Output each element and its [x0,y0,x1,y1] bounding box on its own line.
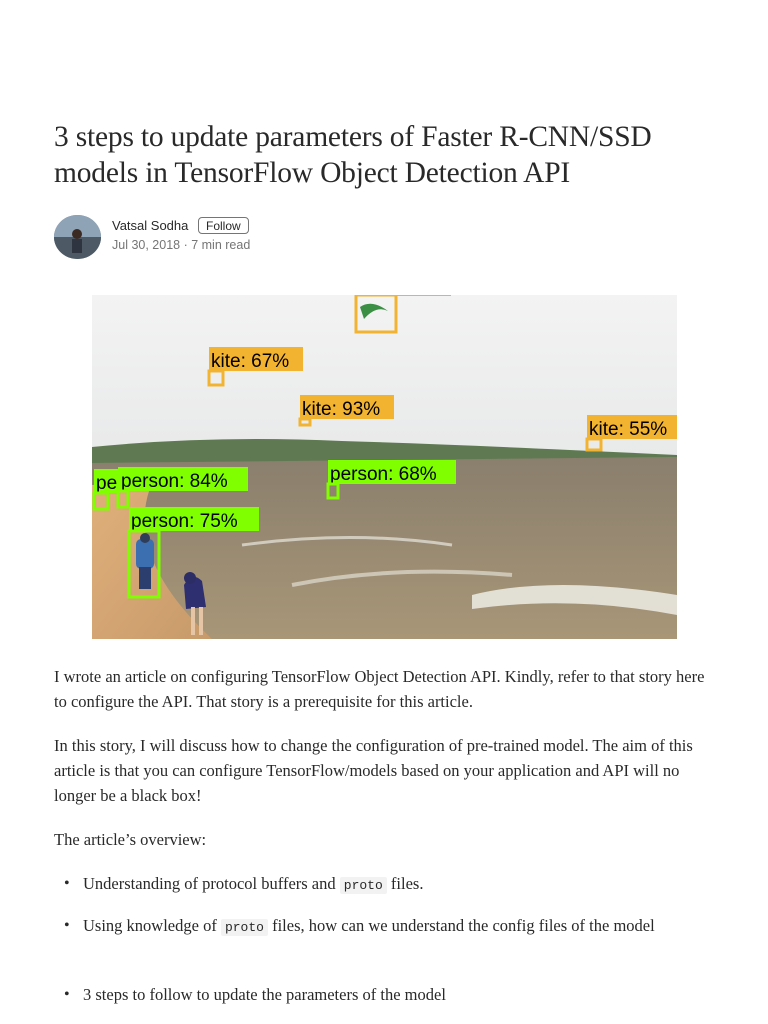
inline-code: proto [340,877,387,894]
article-meta: Jul 30, 2018 · 7 min read [112,238,251,252]
author-row [54,215,454,259]
hero-image [92,295,677,639]
detection-label: pe [96,473,118,494]
detection-label: person: 75% [131,511,238,532]
list-item-text: 3 steps to follow to update the parameters of the model [83,985,446,1004]
article-title: 3 steps to update parameters of Faster R-CNN/SSD models in TensorFlow Object Detection API [54,121,652,189]
author-name[interactable]: Vatsal Sodha [112,218,189,233]
inline-code: proto [221,919,268,936]
detection-label: person: 84% [121,471,228,492]
list-item [54,870,714,900]
follow-button[interactable]: Follow [198,217,249,234]
article-paragraph: The article’s overview: [54,830,207,849]
detection-label: person: 68% [330,464,437,485]
list-item-text: files, how can we understand the config files of the model [267,916,655,935]
list-item-text: Understanding of protocol buffers and [83,874,340,893]
author-avatar[interactable] [54,215,101,259]
list-item [54,981,714,1009]
list-item [54,912,714,942]
detection-label: kite: 55% [589,419,668,440]
detection-label: kite: 67% [211,351,290,372]
article-paragraph: In this story, I will discuss how to change the configuration of pre-trained model. The aim of this article is that you can configure TensorFlow/models based on your application and API will no longer be a black box! [54,736,693,805]
detection-label: kite: 93% [302,399,381,420]
list-item-text: Using knowledge of [83,916,221,935]
list-item-text: files. [386,874,424,893]
article-paragraph: I wrote an article on configuring TensorFlow Object Detection API. Kindly, refer to that story here to configure the API. That story is a prerequisite for this article. [54,667,705,711]
